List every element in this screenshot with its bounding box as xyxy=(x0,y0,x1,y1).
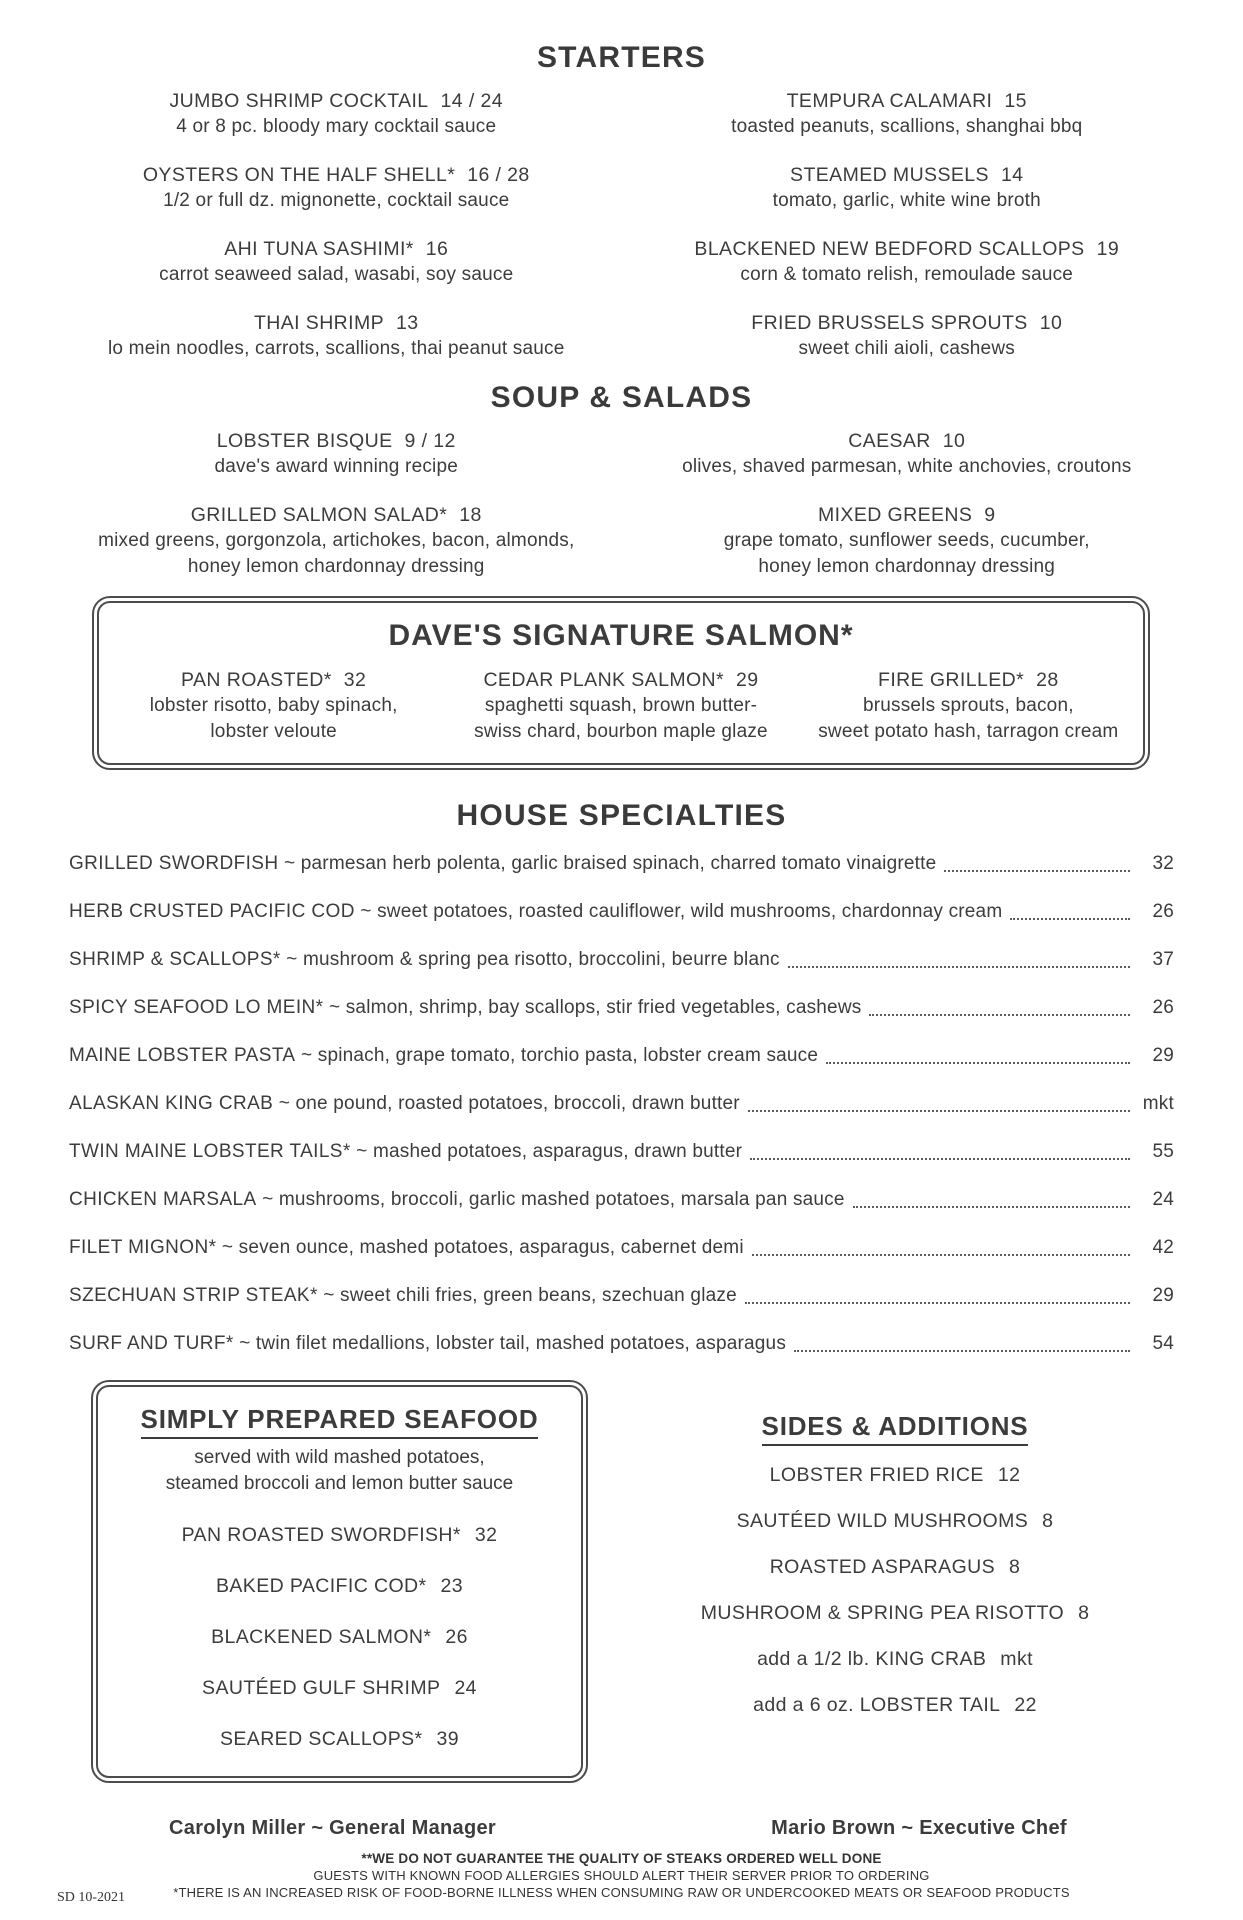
dish-name: HERB CRUSTED PACIFIC COD xyxy=(69,901,355,922)
dish-description: mushrooms, broccoli, garlic mashed potatoes, marsala pan sauce xyxy=(278,1189,845,1210)
specialty-text xyxy=(69,1284,737,1308)
dish-description: twin filet medallions, lobster tail, mashed potatoes, asparagus xyxy=(255,1333,787,1354)
menu-item xyxy=(640,236,1175,288)
dish-name: ALASKAN KING CRAB xyxy=(69,1093,274,1114)
item-name: LOBSTER FRIED RICE xyxy=(769,1464,984,1486)
item-description: spaghetti squash, brown butter- xyxy=(484,695,758,716)
specialty-row xyxy=(69,996,1174,1020)
menu-item-header xyxy=(109,667,438,693)
item-price: 28 xyxy=(1036,669,1059,691)
dish-description: mushroom & spring pea risotto, broccolini, beurre blanc xyxy=(302,949,780,970)
item-name: PAN ROASTED SWORDFISH* xyxy=(181,1524,461,1546)
side-item xyxy=(616,1462,1174,1488)
specialty-text xyxy=(69,1236,744,1260)
menu-item-header xyxy=(69,310,604,336)
footer-names xyxy=(69,1817,1174,1840)
item-name: GRILLED SALMON SALAD* xyxy=(190,504,448,526)
dish-price: 37 xyxy=(1152,949,1174,970)
menu-item xyxy=(640,88,1175,140)
item-name: BAKED PACIFIC COD* xyxy=(215,1575,427,1597)
item-description: grape tomato, sunflower seeds, cucumber, xyxy=(723,530,1090,551)
menu-item-header xyxy=(69,88,604,114)
item-description: honey lemon chardonnay dressing xyxy=(758,556,1056,577)
dotted-leader xyxy=(1010,918,1130,920)
tilde-separator: ~ xyxy=(295,1045,318,1066)
dish-price: 29 xyxy=(1152,1045,1174,1066)
side-item xyxy=(616,1692,1174,1718)
item-price: 14 / 24 xyxy=(440,90,503,112)
menu-item-header xyxy=(640,88,1175,114)
specialty-text xyxy=(69,1044,818,1068)
simply-prepared-subtitle-line1: served with wild mashed potatoes, xyxy=(194,1447,485,1468)
item-name: OYSTERS ON THE HALF SHELL* xyxy=(142,164,456,186)
item-description: toasted peanuts, scallions, shanghai bbq xyxy=(731,116,1083,137)
dish-name: CHICKEN MARSALA xyxy=(69,1189,257,1210)
item-name: BLACKENED SALMON* xyxy=(211,1626,432,1648)
dish-description: sweet chili fries, green beans, szechuan glaze xyxy=(340,1285,737,1306)
item-price: 26 xyxy=(445,1626,468,1648)
item-price: mkt xyxy=(1000,1648,1033,1670)
menu-item-header xyxy=(640,502,1175,528)
dish-description: seven ounce, mashed potatoes, asparagus, cabernet demi xyxy=(238,1237,744,1258)
item-name: BLACKENED NEW BEDFORD SCALLOPS xyxy=(694,238,1085,260)
dish-name: SZECHUAN STRIP STEAK* xyxy=(69,1285,318,1306)
item-price: 22 xyxy=(1014,1694,1037,1716)
dotted-leader xyxy=(853,1206,1130,1208)
executive-chef-name: Mario Brown ~ Executive Chef xyxy=(771,1817,1067,1839)
menu-item-header xyxy=(69,236,604,262)
side-item xyxy=(616,1554,1174,1580)
menu-item xyxy=(640,310,1175,362)
dish-price: 54 xyxy=(1152,1333,1174,1354)
house-specialties-title: HOUSE SPECIALTIES xyxy=(456,799,787,832)
simply-prepared-item xyxy=(110,1675,569,1701)
dotted-leader xyxy=(745,1302,1130,1304)
dish-name: SPICY SEAFOOD LO MEIN* xyxy=(69,997,324,1018)
disclaimer-raw-food-risk: *THERE IS AN INCREASED RISK OF FOOD-BORNE ILLNESS WHEN CONSUMING RAW OR UNDERCOOKED MEATS OR SEAFOOD PRODUCTS xyxy=(173,1885,1070,1900)
dish-price: 26 xyxy=(1152,997,1174,1018)
menu-item-header xyxy=(640,310,1175,336)
dish-price: 32 xyxy=(1152,853,1174,874)
dish-name: FILET MIGNON* xyxy=(69,1237,217,1258)
dish-description: one pound, roasted potatoes, broccoli, drawn butter xyxy=(295,1093,740,1114)
general-manager-name: Carolyn Miller ~ General Manager xyxy=(169,1817,496,1839)
specialty-row xyxy=(69,900,1174,924)
simply-prepared-box-inner xyxy=(96,1385,583,1778)
menu-item xyxy=(69,162,604,214)
menu-item xyxy=(456,667,785,745)
signature-salmon-box-inner xyxy=(97,601,1145,765)
item-name: JUMBO SHRIMP COCKTAIL xyxy=(169,90,429,112)
item-name: CEDAR PLANK SALMON* xyxy=(483,669,725,691)
tilde-separator: ~ xyxy=(278,853,301,874)
dish-price: 29 xyxy=(1152,1285,1174,1306)
item-price: 19 xyxy=(1096,238,1120,260)
menu-version-code: SD 10-2021 xyxy=(57,1890,126,1905)
tilde-separator: ~ xyxy=(273,1093,296,1114)
dotted-leader xyxy=(794,1350,1130,1352)
item-name: AHI TUNA SASHIMI* xyxy=(224,238,414,260)
menu-item-header xyxy=(69,502,604,528)
item-description: mixed greens, gorgonzola, artichokes, bacon, almonds, xyxy=(98,530,575,551)
dish-name: SHRIMP & SCALLOPS* xyxy=(69,949,281,970)
specialty-text xyxy=(69,900,1002,924)
simply-prepared-list xyxy=(110,1522,569,1752)
item-price: 14 xyxy=(1000,164,1024,186)
item-price: 39 xyxy=(436,1728,460,1750)
item-name: FRIED BRUSSELS SPROUTS xyxy=(751,312,1028,334)
dish-price: 26 xyxy=(1152,901,1174,922)
dish-name: GRILLED SWORDFISH xyxy=(69,853,279,874)
item-name: TEMPURA CALAMARI xyxy=(786,90,993,112)
menu-item-header xyxy=(69,162,604,188)
item-description: 4 or 8 pc. bloody mary cocktail sauce xyxy=(176,116,497,137)
menu-page xyxy=(69,0,1174,1901)
specialty-text xyxy=(69,852,936,876)
item-description: lobster risotto, baby spinach, xyxy=(149,695,398,716)
item-price: 15 xyxy=(1004,90,1027,112)
item-name: ROASTED ASPARAGUS xyxy=(769,1556,996,1578)
dotted-leader xyxy=(752,1254,1130,1256)
signature-salmon-list xyxy=(109,667,1133,745)
dish-price: 55 xyxy=(1152,1141,1174,1162)
item-price: 32 xyxy=(474,1524,498,1546)
item-name: SAUTÉED WILD MUSHROOMS xyxy=(736,1510,1029,1532)
item-description: sweet chili aioli, cashews xyxy=(798,338,1015,359)
menu-item-header xyxy=(69,428,604,454)
item-name: STEAMED MUSSELS xyxy=(790,164,989,186)
disclaimer-steak-quality: **WE DO NOT GUARANTEE THE QUALITY OF STEAKS ORDERED WELL DONE xyxy=(361,1851,882,1866)
tilde-separator: ~ xyxy=(233,1333,256,1354)
item-description: brussels sprouts, bacon, xyxy=(862,695,1074,716)
specialty-text xyxy=(69,996,861,1020)
item-name: MIXED GREENS xyxy=(817,504,973,526)
menu-item xyxy=(69,88,604,140)
simply-prepared-heading xyxy=(110,1403,569,1435)
menu-item xyxy=(69,236,604,288)
menu-item xyxy=(804,667,1133,745)
menu-item xyxy=(69,428,604,480)
item-description: honey lemon chardonnay dressing xyxy=(187,556,485,577)
menu-item-header xyxy=(804,667,1133,693)
dish-description: sweet potatoes, roasted cauliflower, wild mushrooms, chardonnay cream xyxy=(377,901,1003,922)
item-price: 9 xyxy=(984,504,996,526)
item-price: 12 xyxy=(997,1464,1021,1486)
item-price: 23 xyxy=(440,1575,464,1597)
item-price: 32 xyxy=(343,669,367,691)
menu-item-header xyxy=(640,428,1175,454)
soup-salads-title: SOUP & SALADS xyxy=(490,381,753,414)
item-description: olives, shaved parmesan, white anchovies, croutons xyxy=(682,456,1132,477)
sides-additions-title: SIDES & ADDITIONS xyxy=(762,1411,1029,1446)
specialty-row xyxy=(69,1044,1174,1068)
item-price: 13 xyxy=(396,312,419,334)
item-name: PAN ROASTED* xyxy=(181,669,332,691)
specialty-row xyxy=(69,1332,1174,1356)
menu-item xyxy=(640,502,1175,580)
dish-price: mkt xyxy=(1142,1093,1174,1114)
side-item xyxy=(616,1646,1174,1672)
item-name: CAESAR xyxy=(848,430,931,452)
dish-name: SURF AND TURF* xyxy=(69,1333,234,1354)
tilde-separator: ~ xyxy=(317,1285,341,1306)
tilde-separator: ~ xyxy=(354,901,378,922)
tilde-separator: ~ xyxy=(280,949,303,970)
item-price: 29 xyxy=(736,669,759,691)
item-price: 16 xyxy=(425,238,449,260)
item-price: 24 xyxy=(454,1677,477,1699)
dotted-leader xyxy=(869,1014,1130,1016)
signature-salmon-title: DAVE'S SIGNATURE SALMON* xyxy=(388,619,854,652)
item-price: 10 xyxy=(942,430,966,452)
item-description: carrot seaweed salad, wasabi, soy sauce xyxy=(159,264,514,285)
item-description: dave's award winning recipe xyxy=(214,456,458,477)
disclaimer-food-allergies: GUESTS WITH KNOWN FOOD ALLERGIES SHOULD ALERT THEIR SERVER PRIOR TO ORDERING xyxy=(313,1868,930,1883)
simply-prepared-item xyxy=(110,1624,569,1650)
tilde-separator: ~ xyxy=(256,1189,279,1210)
side-item xyxy=(616,1600,1174,1626)
specialty-row xyxy=(69,1140,1174,1164)
specialty-text xyxy=(69,1332,786,1356)
item-description: tomato, garlic, white wine broth xyxy=(772,190,1041,211)
specialty-text xyxy=(69,948,780,972)
item-description: lobster veloute xyxy=(210,721,337,742)
specialty-text xyxy=(69,1140,742,1164)
simply-prepared-subtitle-line2: steamed broccoli and lemon butter sauce xyxy=(165,1473,514,1494)
item-description: swiss chard, bourbon maple glaze xyxy=(474,721,768,742)
item-name: FIRE GRILLED* xyxy=(878,669,1025,691)
menu-item xyxy=(69,310,604,362)
sides-additions-list xyxy=(616,1462,1174,1718)
simply-prepared-title: SIMPLY PREPARED SEAFOOD xyxy=(141,1404,539,1439)
item-name: add a 6 oz. LOBSTER TAIL xyxy=(753,1694,1001,1716)
dotted-leader xyxy=(788,966,1130,968)
dish-description: mashed potatoes, asparagus, drawn butter xyxy=(372,1141,743,1162)
item-name: LOBSTER BISQUE xyxy=(216,430,393,452)
item-description: 1/2 or full dz. mignonette, cocktail sauce xyxy=(163,190,510,211)
dotted-leader xyxy=(748,1110,1130,1112)
item-price: 8 xyxy=(1042,1510,1054,1532)
specialty-text xyxy=(69,1092,740,1116)
item-description: sweet potato hash, tarragon cream xyxy=(818,721,1119,742)
signature-salmon-box xyxy=(92,596,1150,770)
specialty-row xyxy=(69,1284,1174,1308)
simply-prepared-item xyxy=(110,1522,569,1548)
dish-description: parmesan herb polenta, garlic braised spinach, charred tomato vinaigrette xyxy=(300,853,937,874)
item-price: 18 xyxy=(459,504,482,526)
simply-prepared-item xyxy=(110,1726,569,1752)
soup-salads-list xyxy=(69,428,1174,580)
starters-title: STARTERS xyxy=(536,41,707,74)
specialty-text xyxy=(69,1188,845,1212)
specialty-row xyxy=(69,948,1174,972)
specialty-row xyxy=(69,1188,1174,1212)
sides-additions-heading xyxy=(616,1410,1174,1442)
specialty-row xyxy=(69,1236,1174,1260)
dotted-leader xyxy=(826,1062,1130,1064)
item-name: SEARED SCALLOPS* xyxy=(219,1728,423,1750)
simply-prepared-item xyxy=(110,1573,569,1599)
menu-item xyxy=(69,502,604,580)
dish-description: salmon, shrimp, bay scallops, stir fried vegetables, cashews xyxy=(345,997,862,1018)
item-price: 10 xyxy=(1039,312,1063,334)
dish-description: spinach, grape tomato, torchio pasta, lobster cream sauce xyxy=(317,1045,819,1066)
dotted-leader xyxy=(944,870,1130,872)
item-price: 8 xyxy=(1078,1602,1090,1624)
dish-name: TWIN MAINE LOBSTER TAILS* xyxy=(69,1141,351,1162)
menu-item xyxy=(109,667,438,745)
item-price: 8 xyxy=(1009,1556,1021,1578)
item-description: lo mein noodles, carrots, scallions, thai peanut sauce xyxy=(108,338,565,359)
specialty-row xyxy=(69,852,1174,876)
starters-list xyxy=(69,88,1174,362)
menu-item xyxy=(640,428,1175,480)
tilde-separator: ~ xyxy=(216,1237,239,1258)
tilde-separator: ~ xyxy=(350,1141,373,1162)
menu-item-header xyxy=(456,667,785,693)
bottom-section xyxy=(69,1380,1174,1783)
item-name: add a 1/2 lb. KING CRAB xyxy=(757,1648,987,1670)
specialty-row xyxy=(69,1092,1174,1116)
house-specialties-list xyxy=(69,852,1174,1356)
dish-name: MAINE LOBSTER PASTA xyxy=(69,1045,296,1066)
sides-additions-section xyxy=(596,1380,1174,1718)
item-price: 16 / 28 xyxy=(467,164,530,186)
item-price: 9 / 12 xyxy=(404,430,456,452)
dish-price: 24 xyxy=(1152,1189,1174,1210)
item-name: MUSHROOM & SPRING PEA RISOTTO xyxy=(700,1602,1065,1624)
item-name: THAI SHRIMP xyxy=(253,312,385,334)
menu-item xyxy=(640,162,1175,214)
menu-item-header xyxy=(640,236,1175,262)
side-item xyxy=(616,1508,1174,1534)
dotted-leader xyxy=(750,1158,1130,1160)
item-description: corn & tomato relish, remoulade sauce xyxy=(740,264,1074,285)
tilde-separator: ~ xyxy=(323,997,346,1018)
dish-price: 42 xyxy=(1152,1237,1174,1258)
item-name: SAUTÉED GULF SHRIMP xyxy=(202,1677,441,1699)
menu-item-header xyxy=(640,162,1175,188)
disclaimers xyxy=(69,1850,1174,1901)
simply-prepared-box xyxy=(91,1380,588,1783)
